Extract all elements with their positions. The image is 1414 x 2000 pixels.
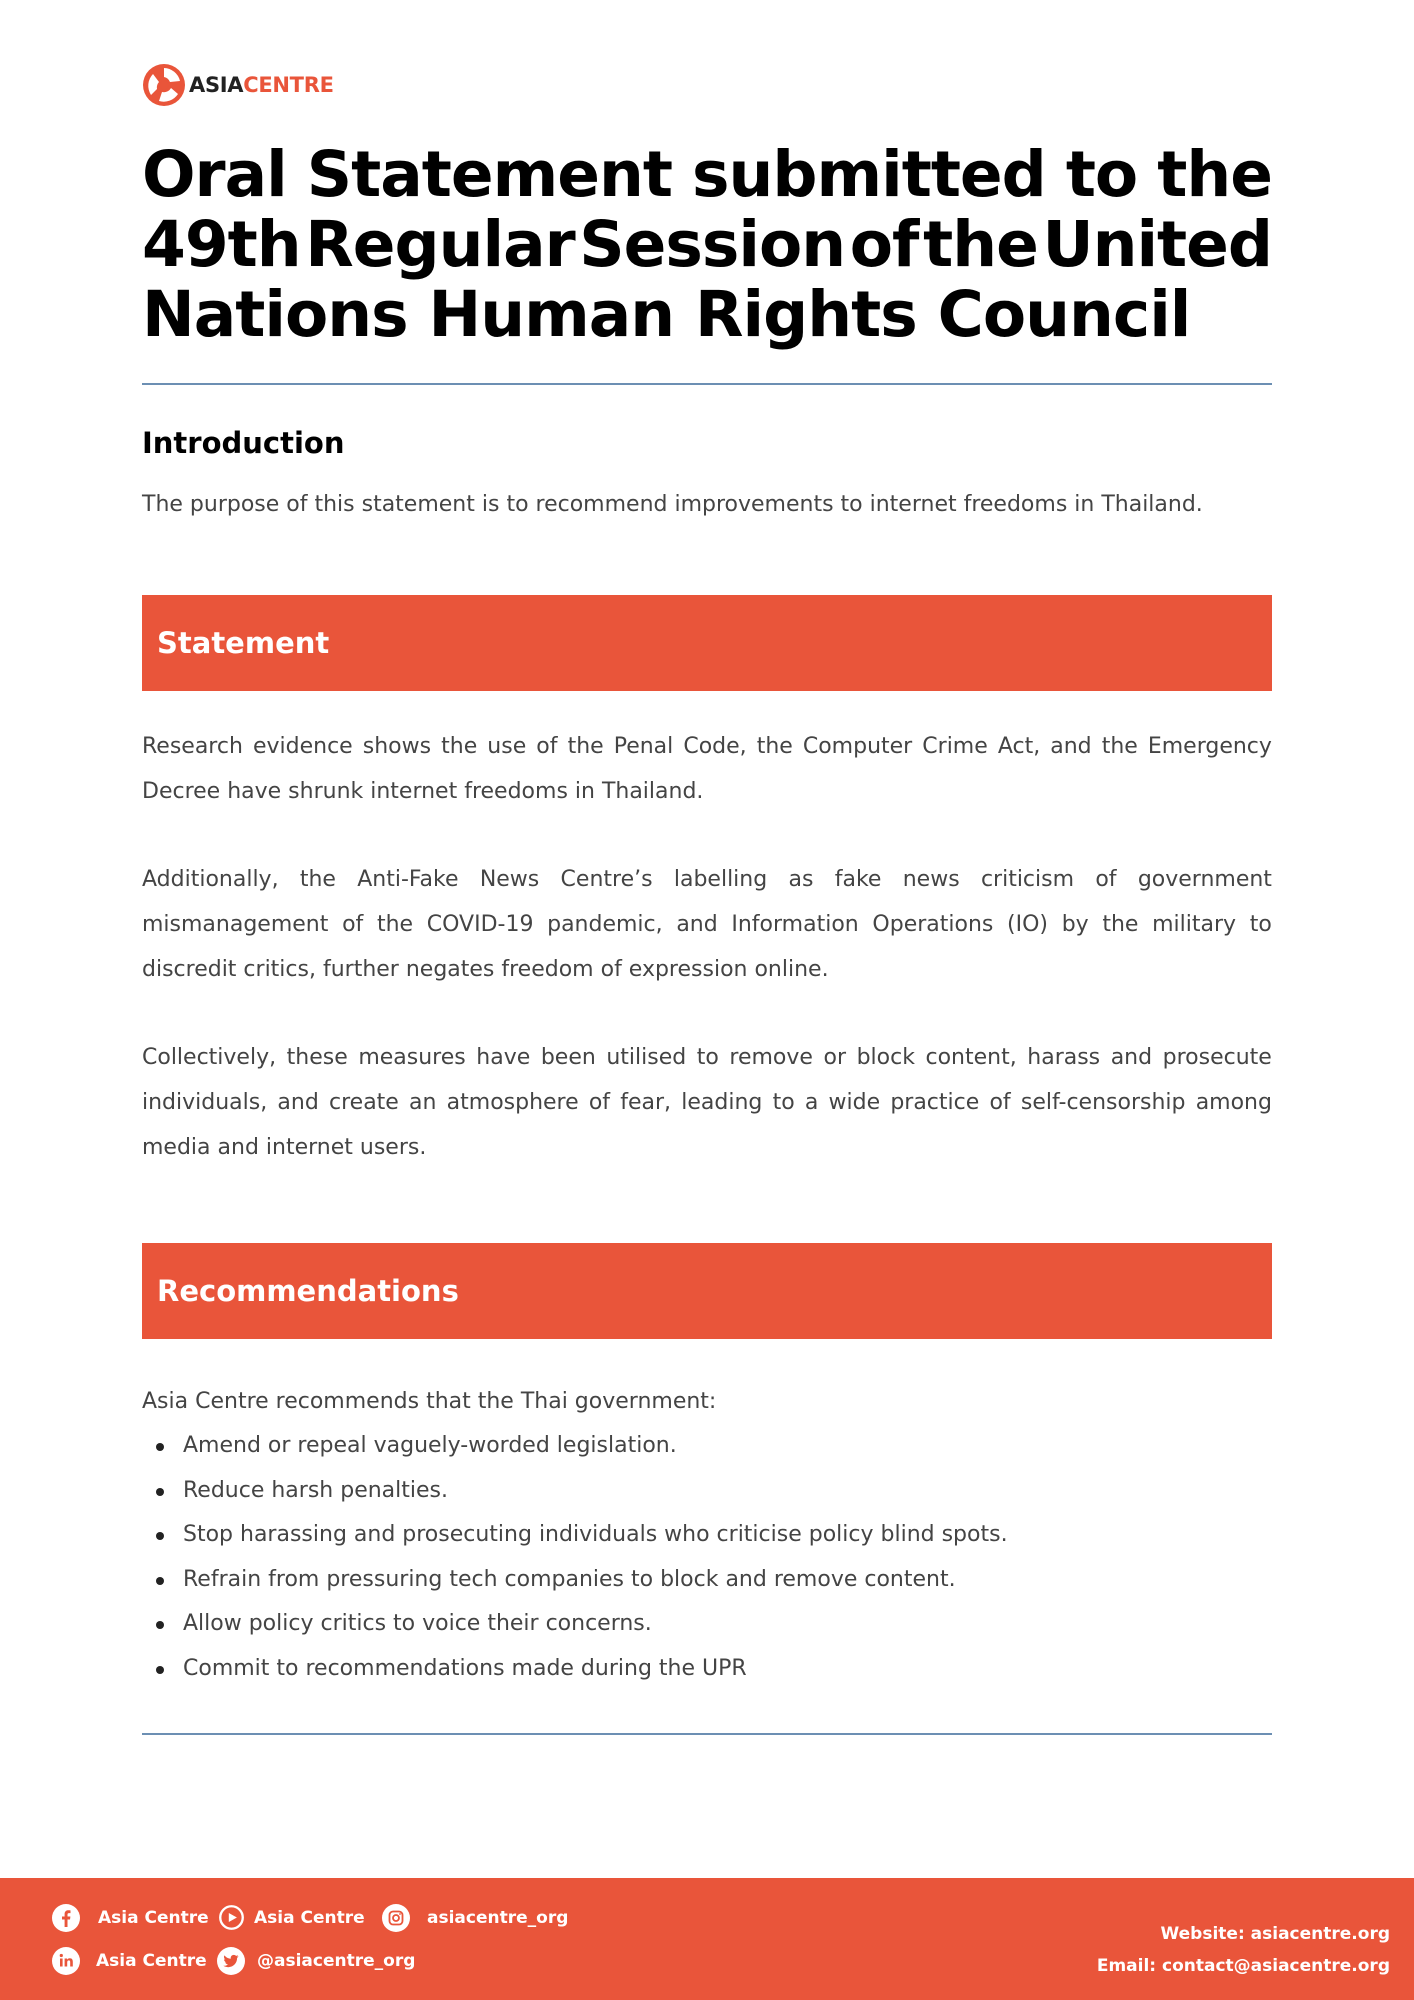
asia-centre-logo (142, 62, 334, 108)
instagram-icon (381, 1903, 411, 1933)
statement-paragraph-3-line-2: individuals, and create an atmosphere of fear, leading to a wide practice of self-censorship among (142, 1090, 1272, 1115)
website-contact: Website: asiacentre.org (1160, 1924, 1390, 1944)
recommendation-item: Commit to recommendations made during the UPR (142, 1647, 1272, 1692)
recommendations-banner (142, 1243, 1272, 1339)
recommendations-heading: Recommendations (157, 1274, 459, 1308)
statement-paragraph-3-line-3: media and internet users. (142, 1135, 427, 1160)
title-line-2: 49th Regular Session of the United (142, 208, 1272, 281)
statement-paragraph-1 (142, 724, 1272, 814)
linkedin-link[interactable]: Asia Centre (51, 1946, 207, 1976)
statement-heading: Statement (157, 626, 330, 660)
statement-paragraph-2-line-3: discredit critics, further negates freedom of expression online. (142, 957, 829, 982)
statement-paragraph-2 (142, 857, 1272, 992)
title-divider (142, 383, 1272, 385)
recommendation-item: Reduce harsh penalties. (142, 1469, 1272, 1514)
email-contact: Email: contact@asiacentre.org (1096, 1956, 1390, 1976)
document-title (142, 140, 1272, 350)
statement-banner (142, 595, 1272, 691)
statement-paragraph-3-line-1: Collectively, these measures have been utilised to remove or block content, harass and prosecute (142, 1045, 1272, 1070)
twitter-icon (216, 1946, 246, 1976)
statement-paragraph-2-line-2: mismanagement of the COVID-19 pandemic, and Information Operations (IO) by the military to (142, 912, 1272, 937)
introduction-heading: Introduction (142, 426, 345, 460)
recommendations-intro (142, 1379, 1272, 1424)
title-line-3: Nations Human Rights Council (142, 278, 1191, 351)
instagram-link[interactable]: asiacentre_org (381, 1903, 568, 1933)
facebook-icon (51, 1903, 81, 1933)
footer (0, 1878, 1414, 2000)
logo-wordmark: ASIACENTRE (189, 73, 334, 97)
closing-divider (142, 1733, 1272, 1735)
recommendation-item: Amend or repeal vaguely-worded legislation. (142, 1424, 1272, 1469)
youtube-link[interactable]: Asia Centre (218, 1904, 365, 1931)
statement-paragraph-1-line-2: Decree have shrunk internet freedoms in Thailand. (142, 779, 704, 804)
youtube-icon (218, 1904, 245, 1931)
introduction-text-line: The purpose of this statement is to recommend improvements to internet freedoms in Thailand. (142, 492, 1203, 517)
statement-paragraph-3 (142, 1035, 1272, 1170)
twitter-link[interactable]: @asiacentre_org (216, 1946, 415, 1976)
recommendation-item: Allow policy critics to voice their concerns. (142, 1602, 1272, 1647)
recommendations-list (142, 1424, 1272, 1692)
recommendation-item: Stop harassing and prosecuting individuals who criticise policy blind spots. (142, 1513, 1272, 1558)
asia-centre-logo-icon (142, 63, 186, 107)
facebook-link[interactable]: Asia Centre (51, 1903, 209, 1933)
recommendation-item: Refrain from pressuring tech companies to block and remove content. (142, 1558, 1272, 1603)
statement-paragraph-1-line-1: Research evidence shows the use of the Penal Code, the Computer Crime Act, and the Emergency (142, 734, 1272, 759)
title-line-1: Oral Statement submitted to the (142, 138, 1272, 211)
statement-paragraph-2-line-1: Additionally, the Anti-Fake News Centre’s labelling as fake news criticism of government (142, 867, 1272, 892)
recommendations-intro-line: Asia Centre recommends that the Thai government: (142, 1389, 717, 1414)
linkedin-icon (51, 1946, 81, 1976)
introduction-text (142, 482, 1272, 527)
